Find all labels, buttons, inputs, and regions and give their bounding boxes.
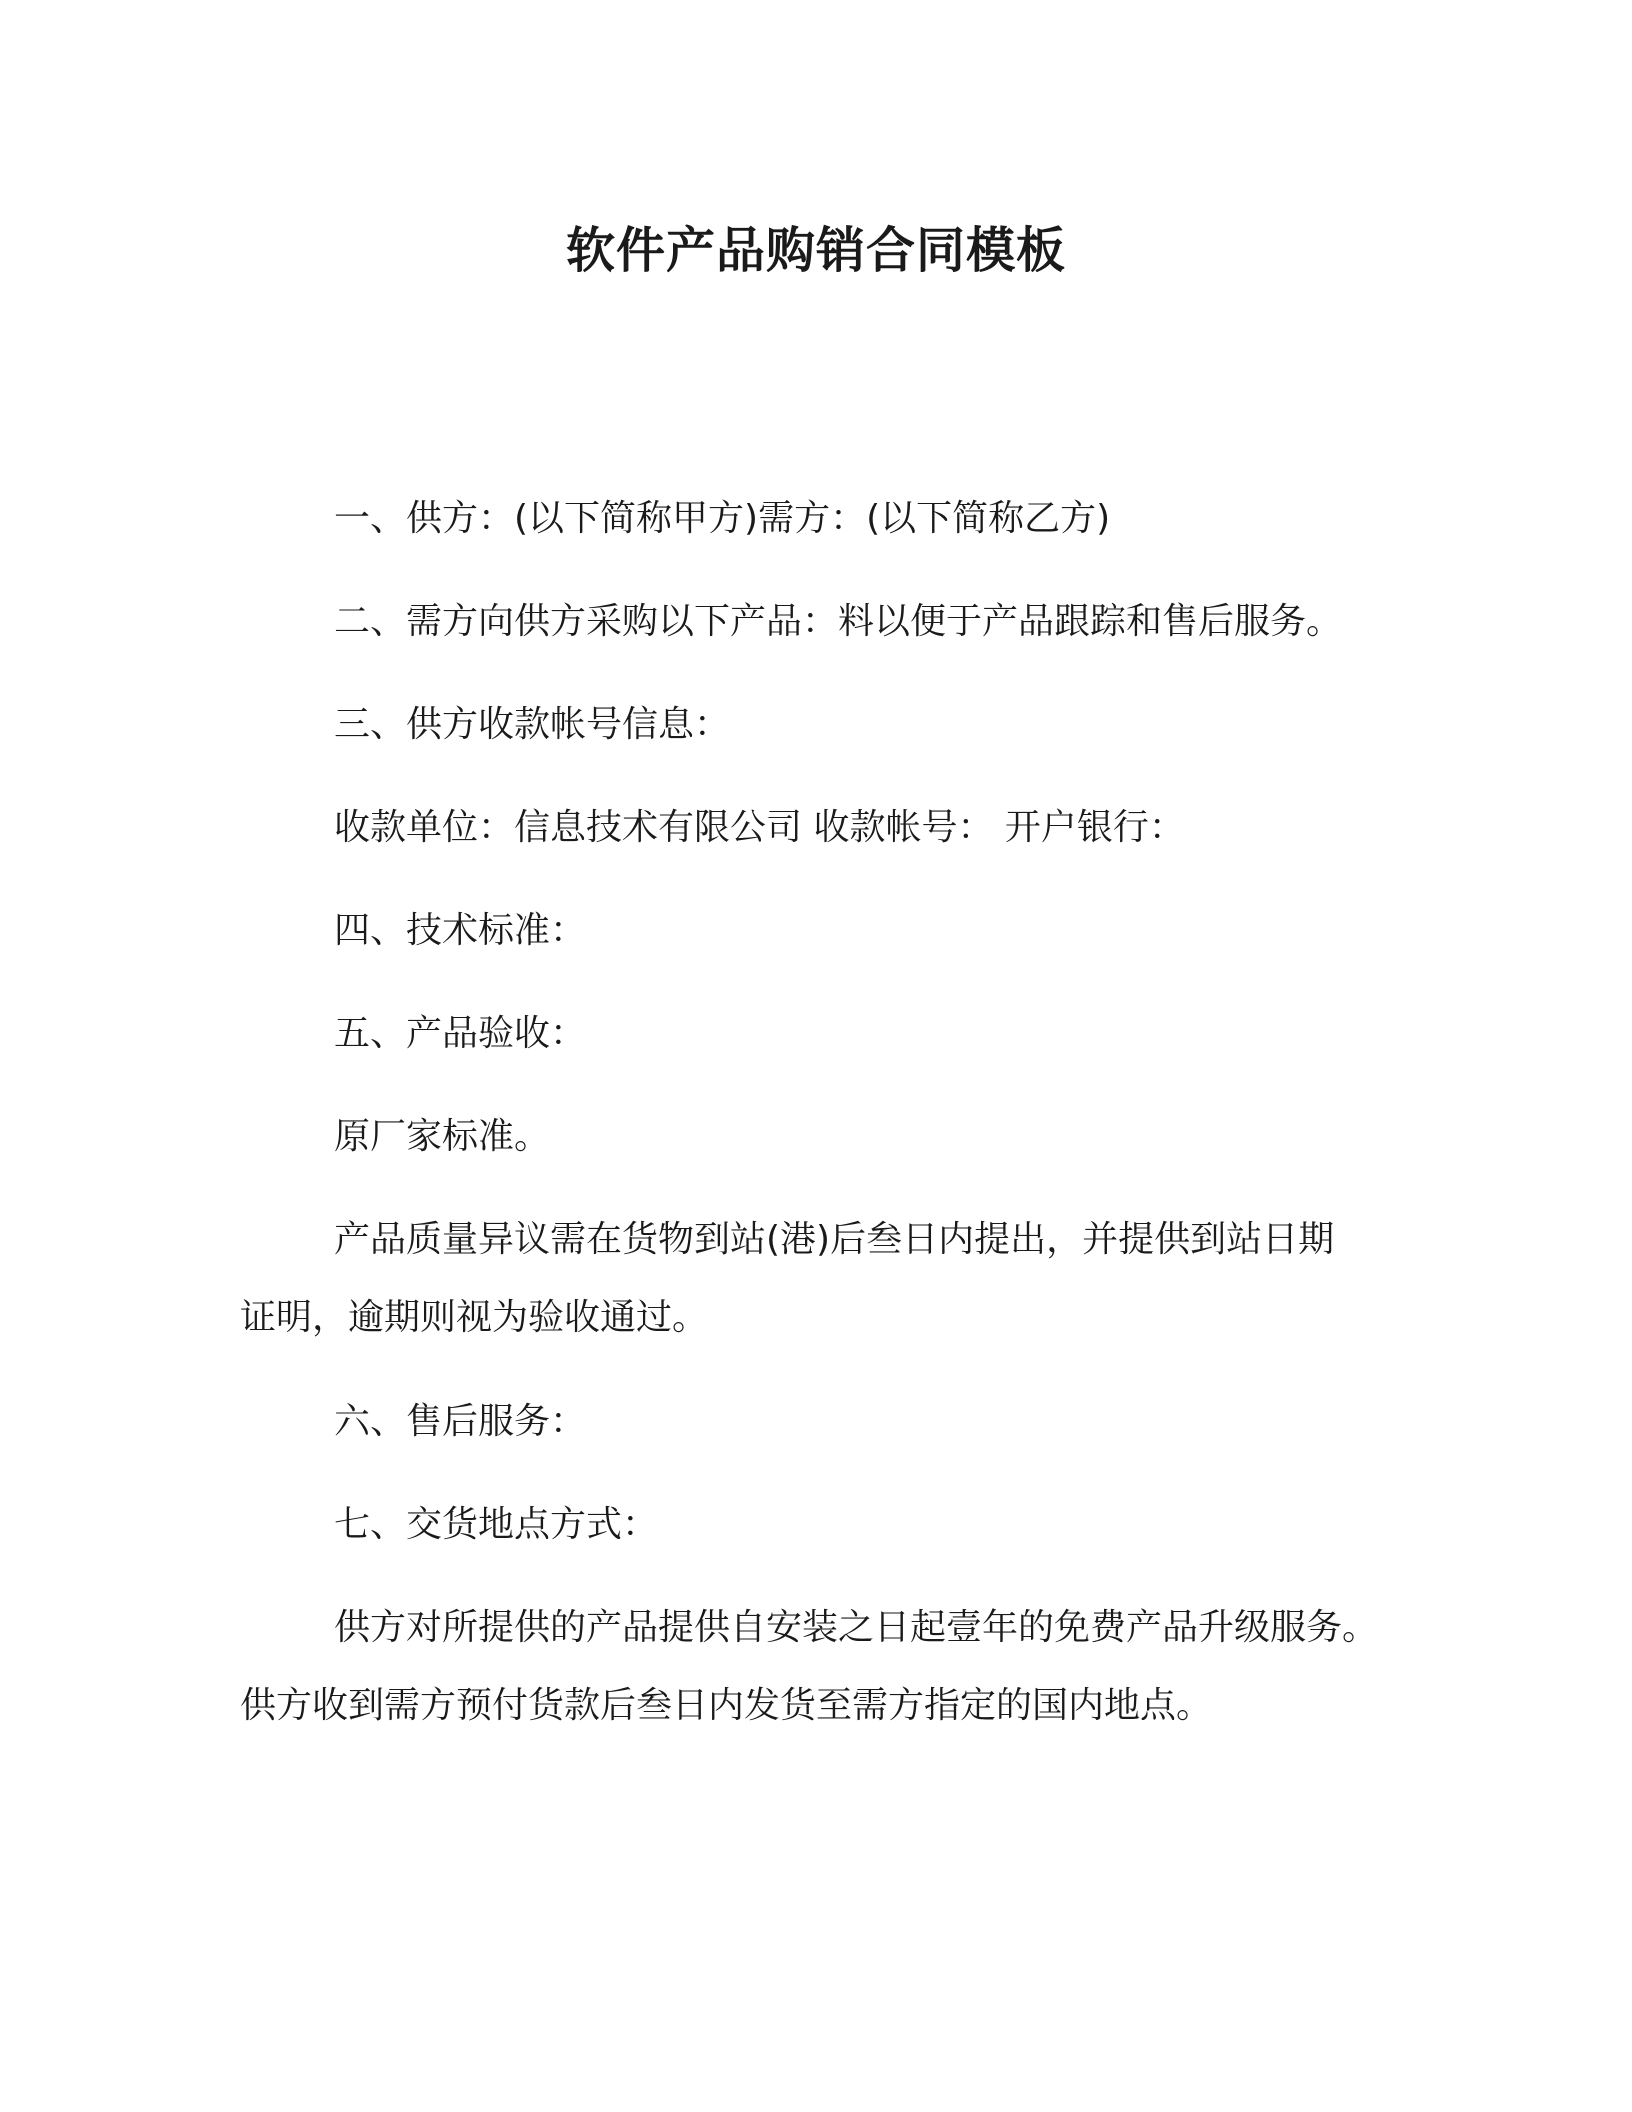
account-details: 收款单位：信息技术有限公司 收款帐号： 开户银行：: [334, 807, 1185, 848]
clause-2-products: 二、需方向供方采购以下产品：料以便于产品跟踪和售后服务。: [334, 601, 1343, 642]
clause-4-tech-standard: 四、技术标准：: [334, 910, 587, 951]
clause-3-account-info: 三、供方收款帐号信息：: [334, 704, 731, 745]
quality-objection-line-2: 证明，逾期则视为验收通过。: [240, 1297, 709, 1338]
clause-5-acceptance: 五、产品验收：: [334, 1013, 587, 1054]
quality-objection-line-1: 产品质量异议需在货物到站(港)后叁日内提出，并提供到站日期: [334, 1219, 1335, 1260]
clause-6-after-sales: 六、售后服务：: [334, 1401, 587, 1442]
clause-1-parties: 一、供方：(以下简称甲方)需方：(以下简称乙方): [334, 498, 1111, 539]
manufacturer-standard: 原厂家标准。: [334, 1116, 551, 1157]
document-title: 软件产品购销合同模板: [565, 222, 1066, 279]
clause-7-delivery: 七、交货地点方式：: [334, 1504, 659, 1545]
delivery-terms-line: 供方收到需方预付货款后叁日内发货至需方指定的国内地点。: [240, 1685, 1213, 1726]
upgrade-service-line: 供方对所提供的产品提供自安装之日起壹年的免费产品升级服务。: [334, 1607, 1379, 1648]
